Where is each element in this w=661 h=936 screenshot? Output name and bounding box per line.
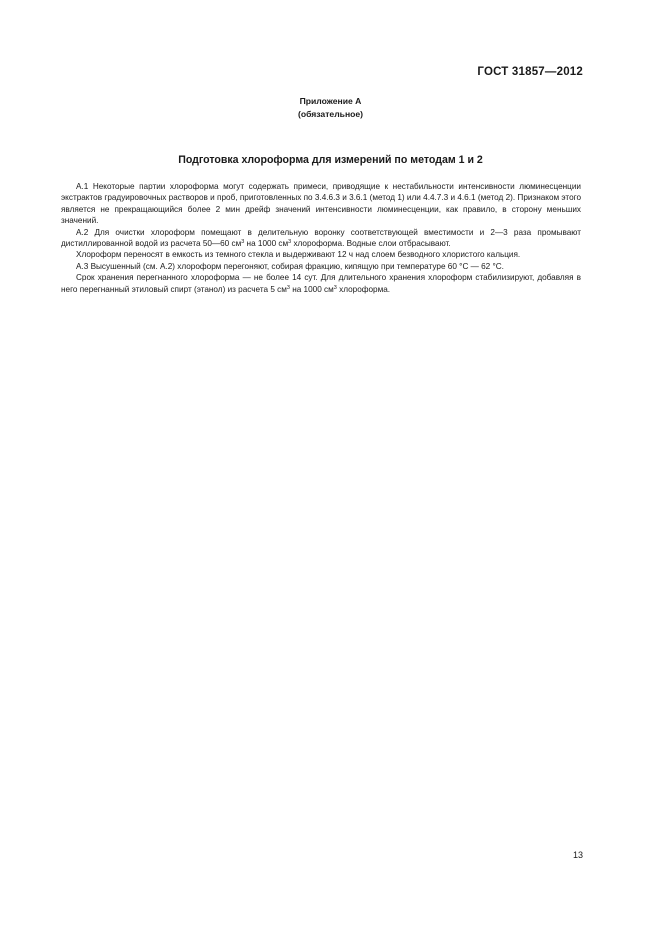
annex-body [61,181,581,295]
paragraph-text: А.2 Для очистки хлороформ помещают в делительную воронку соответствующей вместимости и 2—3 раза промывают дистиллированной водой из расчета 50—60 см [61,227,581,249]
document-id: ГОСТ 31857—2012 [477,66,583,78]
paragraph-a2 [61,227,581,250]
superscript: 3 [288,239,292,246]
paragraph-storage [61,272,581,295]
paragraph-text: на 1000 см [289,284,334,294]
paragraph-text: хлороформа. [336,284,391,294]
paragraph-text: на 1000 см [244,239,289,249]
annex-title: Подготовка хлороформа для измерений по методам 1 и 2 [178,154,483,166]
annex-status: (обязательное) [297,109,364,119]
paragraph-text: Срок хранения перегнанного хлороформа — не более 14 сут. Для длительного хранения хлороформ стабилизируют, добавляя в него перегнанный этиловый спирт (этанол) из расчета 5 см [61,273,581,294]
paragraph-a1: А.1 Некоторые партии хлороформа могут содержать примеси, приводящие к нестабильности интенсивности люминесценции экстрактов градуировочных растворов и проб, приготовленных по 3.4.6.3 и 3.6.1 (метод 1) или 4.4.7.3 и 4.6.1 (метод 2). Признаком этого является не прекращающийся более 2 мин дрейф значений интенсивности люминесценции, как правило, в сторону меньших значений. [61,182,581,226]
paragraph-a3: А.3 Высушенный (см. А.2) хлороформ перегоняют, собирая фракцию, кипящую при температуре 60 °С — 62 °С. [76,261,504,271]
annex-heading [0,95,661,121]
page-number: 13 [572,850,583,860]
paragraph-a2-cont: Хлороформ переносят в емкость из темного стекла и выдерживают 12 ч над слоем безводного хлористого кальция. [76,250,521,260]
superscript: 3 [333,284,337,291]
superscript: 3 [286,284,290,291]
annex-label: Приложение А [299,96,362,106]
paragraph-text: хлороформа. Водные слои отбрасывают. [291,239,451,249]
superscript: 3 [241,239,245,246]
